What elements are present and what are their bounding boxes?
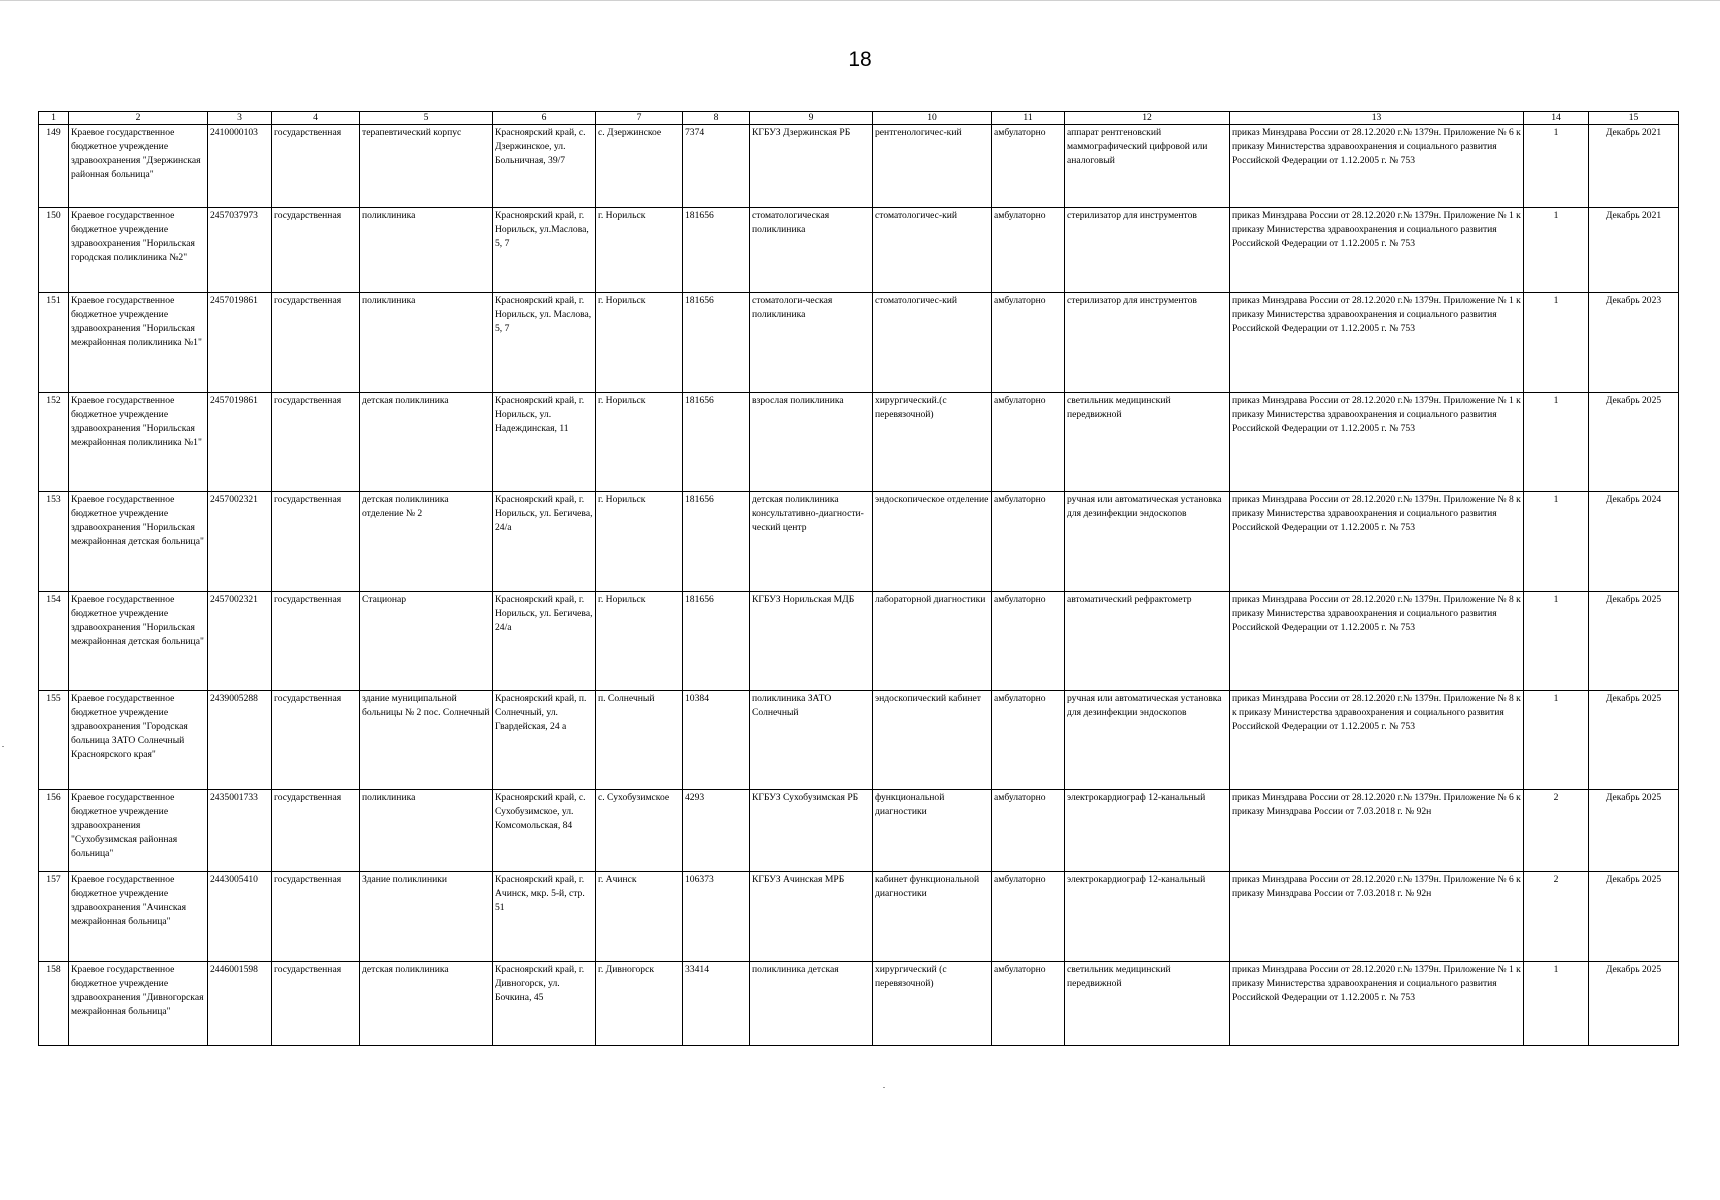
building: поликлиника xyxy=(360,293,493,393)
address: Красноярский край, г. Норильск, ул. Надеждинская, 11 xyxy=(493,393,596,492)
table-row xyxy=(39,790,1679,872)
equipment: светильник медицинский передвижной xyxy=(1065,962,1230,1046)
deadline: Декабрь 2025 xyxy=(1589,691,1679,790)
building: Стационар xyxy=(360,592,493,691)
building: детская поликлиника xyxy=(360,962,493,1046)
table-row xyxy=(39,962,1679,1046)
quantity: 2 xyxy=(1524,790,1589,872)
deadline: Декабрь 2021 xyxy=(1589,125,1679,208)
equipment: электрокардиограф 12-канальный xyxy=(1065,872,1230,962)
regulation: приказ Минздрава России от 28.12.2020 г.№ 1379н. Приложение № 8 к приказу Министерства здравоохранения и социального развития Российской Федерации от 1.12.2005 г. № 753 xyxy=(1230,592,1524,691)
regulation: приказ Минздрава России от 28.12.2020 г.№ 1379н. Приложение № 1 к приказу Министерства здравоохранения и социального развития Российской Федерации от 1.12.2005 г. № 753 xyxy=(1230,208,1524,293)
quantity: 1 xyxy=(1524,691,1589,790)
ownership-form: государственная xyxy=(272,872,360,962)
table-row xyxy=(39,393,1679,492)
inn-code: 2457019861 xyxy=(208,293,272,393)
regulation: приказ Минздрава России от 28.12.2020 г.№ 1379н. Приложение № 1 к приказу Министерства здравоохранения и социального развития Российской Федерации от 1.12.2005 г. № 753 xyxy=(1230,962,1524,1046)
address: Красноярский край, п. Солнечный, ул. Гвардейская, 24 а xyxy=(493,691,596,790)
ownership-form: государственная xyxy=(272,962,360,1046)
table-row xyxy=(39,592,1679,691)
address: Красноярский край, г. Норильск, ул. Бегичева, 24/а xyxy=(493,492,596,592)
address: Красноярский край, г. Ачинск, мкр. 5-й, стр. 51 xyxy=(493,872,596,962)
population: 106373 xyxy=(683,872,750,962)
care-conditions: амбулаторно xyxy=(992,691,1065,790)
settlement: г. Норильск xyxy=(596,208,683,293)
subdivision: КГБУЗ Ачинская МРБ xyxy=(750,872,873,962)
address: Красноярский край, г. Норильск, ул.Маслова, 5, 7 xyxy=(493,208,596,293)
page-number: 18 xyxy=(848,48,872,71)
department: функциональной диагностики xyxy=(873,790,992,872)
institution-name: Краевое государственное бюджетное учреждение здравоохранения "Норильская межрайонная поликлиника №1" xyxy=(69,393,208,492)
department: лабораторной диагностики xyxy=(873,592,992,691)
column-header: 9 xyxy=(750,112,873,125)
row-number: 158 xyxy=(39,962,69,1046)
building: Здание поликлиники xyxy=(360,872,493,962)
settlement: г. Дивногорск xyxy=(596,962,683,1046)
ownership-form: государственная xyxy=(272,208,360,293)
row-number: 151 xyxy=(39,293,69,393)
subdivision: КГБУЗ Сухобузимская РБ xyxy=(750,790,873,872)
regulation: приказ Минздрава России от 28.12.2020 г.№ 1379н. Приложение № 8 к к приказу Министерства здравоохранения и социального развития Российской Федерации от 1.12.2005 г. № 753 xyxy=(1230,691,1524,790)
table-row xyxy=(39,293,1679,393)
column-number-row xyxy=(39,112,1679,125)
ownership-form: государственная xyxy=(272,691,360,790)
care-conditions: амбулаторно xyxy=(992,208,1065,293)
subdivision: поликлиника ЗАТО Солнечный xyxy=(750,691,873,790)
column-header: 4 xyxy=(272,112,360,125)
settlement: г. Ачинск xyxy=(596,872,683,962)
care-conditions: амбулаторно xyxy=(992,790,1065,872)
inn-code: 2410000103 xyxy=(208,125,272,208)
subdivision: КГБУЗ Дзержинская РБ xyxy=(750,125,873,208)
row-number: 154 xyxy=(39,592,69,691)
regulation: приказ Минздрава России от 28.12.2020 г.№ 1379н. Приложение № 6 к приказу Минздрава России от 7.03.2018 г. № 92н xyxy=(1230,790,1524,872)
row-number: 150 xyxy=(39,208,69,293)
quantity: 1 xyxy=(1524,592,1589,691)
scan-speck xyxy=(2,746,4,747)
inn-code: 2435001733 xyxy=(208,790,272,872)
column-header: 7 xyxy=(596,112,683,125)
institution-name: Краевое государственное бюджетное учреждение здравоохранения "Городская больница ЗАТО Солнечный Красноярского края" xyxy=(69,691,208,790)
institution-name: Краевое государственное бюджетное учреждение здравоохранения "Норильская межрайонная детская больница" xyxy=(69,492,208,592)
row-number: 155 xyxy=(39,691,69,790)
inn-code: 2443005410 xyxy=(208,872,272,962)
address: Красноярский край, г. Норильск, ул. Маслова, 5, 7 xyxy=(493,293,596,393)
population: 181656 xyxy=(683,208,750,293)
settlement: с. Дзержинское xyxy=(596,125,683,208)
building: здание муниципальной больницы № 2 пос. Солнечный xyxy=(360,691,493,790)
department: стоматологичес-кий xyxy=(873,293,992,393)
regulation: приказ Минздрава России от 28.12.2020 г.№ 1379н. Приложение № 6 к приказу Минздрава России от 7.03.2018 г. № 92н xyxy=(1230,872,1524,962)
regulation: приказ Минздрава России от 28.12.2020 г.№ 1379н. Приложение № 8 к приказу Министерства здравоохранения и социального развития Российской Федерации от 1.12.2005 г. № 753 xyxy=(1230,492,1524,592)
building: детская поликлиника xyxy=(360,393,493,492)
ownership-form: государственная xyxy=(272,492,360,592)
deadline: Декабрь 2025 xyxy=(1589,790,1679,872)
institution-name: Краевое государственное бюджетное учреждение здравоохранения "Норильская межрайонная поликлиника №1" xyxy=(69,293,208,393)
department: кабинет функциональной диагностики xyxy=(873,872,992,962)
population: 181656 xyxy=(683,393,750,492)
inn-code: 2439005288 xyxy=(208,691,272,790)
table-row xyxy=(39,125,1679,208)
deadline: Декабрь 2025 xyxy=(1589,962,1679,1046)
institution-name: Краевое государственное бюджетное учреждение здравоохранения "Норильская городская поликлиника №2" xyxy=(69,208,208,293)
inn-code: 2457002321 xyxy=(208,492,272,592)
column-header: 5 xyxy=(360,112,493,125)
address: Красноярский край, с. Дзержинское, ул. Больничная, 39/7 xyxy=(493,125,596,208)
population: 4293 xyxy=(683,790,750,872)
settlement: п. Солнечный xyxy=(596,691,683,790)
population: 10384 xyxy=(683,691,750,790)
row-number: 157 xyxy=(39,872,69,962)
ownership-form: государственная xyxy=(272,293,360,393)
table-row xyxy=(39,208,1679,293)
department: хирургический.(с перевязочной) xyxy=(873,393,992,492)
subdivision: взрослая поликлиника xyxy=(750,393,873,492)
institution-name: Краевое государственное бюджетное учреждение здравоохранения "Дзержинская районная больница" xyxy=(69,125,208,208)
population: 181656 xyxy=(683,592,750,691)
quantity: 1 xyxy=(1524,293,1589,393)
care-conditions: амбулаторно xyxy=(992,125,1065,208)
quantity: 1 xyxy=(1524,208,1589,293)
deadline: Декабрь 2024 xyxy=(1589,492,1679,592)
equipment: ручная или автоматическая установка для дезинфекции эндоскопов xyxy=(1065,691,1230,790)
deadline: Декабрь 2023 xyxy=(1589,293,1679,393)
deadline: Декабрь 2025 xyxy=(1589,393,1679,492)
row-number: 153 xyxy=(39,492,69,592)
population: 181656 xyxy=(683,492,750,592)
inn-code: 2446001598 xyxy=(208,962,272,1046)
deadline: Декабрь 2021 xyxy=(1589,208,1679,293)
column-header: 1 xyxy=(39,112,69,125)
ownership-form: государственная xyxy=(272,790,360,872)
institution-name: Краевое государственное бюджетное учреждение здравоохранения "Ачинская межрайонная больница" xyxy=(69,872,208,962)
department: хирургический (с перевязочной) xyxy=(873,962,992,1046)
subdivision: детская поликлиника консультативно-диагности-ческий центр xyxy=(750,492,873,592)
column-header: 14 xyxy=(1524,112,1589,125)
scan-top-edge xyxy=(0,0,1720,1)
equipment: автоматический рефрактометр xyxy=(1065,592,1230,691)
care-conditions: амбулаторно xyxy=(992,492,1065,592)
column-header: 10 xyxy=(873,112,992,125)
building: поликлиника xyxy=(360,208,493,293)
settlement: с. Сухобузимское xyxy=(596,790,683,872)
subdivision: КГБУЗ Норильская МДБ xyxy=(750,592,873,691)
care-conditions: амбулаторно xyxy=(992,592,1065,691)
column-header: 11 xyxy=(992,112,1065,125)
ownership-form: государственная xyxy=(272,592,360,691)
row-number: 156 xyxy=(39,790,69,872)
quantity: 1 xyxy=(1524,125,1589,208)
care-conditions: амбулаторно xyxy=(992,872,1065,962)
inn-code: 2457019861 xyxy=(208,393,272,492)
care-conditions: амбулаторно xyxy=(992,393,1065,492)
department: эндоскопический кабинет xyxy=(873,691,992,790)
settlement: г. Норильск xyxy=(596,592,683,691)
equipment: электрокардиограф 12-канальный xyxy=(1065,790,1230,872)
row-number: 152 xyxy=(39,393,69,492)
equipment: стерилизатор для инструментов xyxy=(1065,208,1230,293)
building: детская поликлиника отделение № 2 xyxy=(360,492,493,592)
settlement: г. Норильск xyxy=(596,393,683,492)
care-conditions: амбулаторно xyxy=(992,293,1065,393)
subdivision: стоматологи-ческая поликлиника xyxy=(750,293,873,393)
column-header: 15 xyxy=(1589,112,1679,125)
institution-name: Краевое государственное бюджетное учреждение здравоохранения "Дивногорская межрайонная больница" xyxy=(69,962,208,1046)
population: 33414 xyxy=(683,962,750,1046)
quantity: 2 xyxy=(1524,872,1589,962)
regulation: приказ Минздрава России от 28.12.2020 г.№ 1379н. Приложение № 6 к приказу Министерства здравоохранения и социального развития Российской Федерации от 1.12.2005 г. № 753 xyxy=(1230,125,1524,208)
population: 7374 xyxy=(683,125,750,208)
address: Красноярский край, с. Сухобузимское, ул. Комсомольская, 84 xyxy=(493,790,596,872)
equipment: стерилизатор для инструментов xyxy=(1065,293,1230,393)
address: Красноярский край, г. Норильск, ул. Бегичева, 24/а xyxy=(493,592,596,691)
row-number: 149 xyxy=(39,125,69,208)
column-header: 2 xyxy=(69,112,208,125)
scan-speck xyxy=(883,1087,885,1088)
department: рентгенологичес-кий xyxy=(873,125,992,208)
column-header: 6 xyxy=(493,112,596,125)
ownership-form: государственная xyxy=(272,125,360,208)
institution-name: Краевое государственное бюджетное учреждение здравоохранения "Сухобузимская районная больница" xyxy=(69,790,208,872)
equipment-table xyxy=(38,111,1679,1046)
table-row xyxy=(39,872,1679,962)
care-conditions: амбулаторно xyxy=(992,962,1065,1046)
regulation: приказ Минздрава России от 28.12.2020 г.№ 1379н. Приложение № 1 к приказу Министерства здравоохранения и социального развития Российской Федерации от 1.12.2005 г. № 753 xyxy=(1230,393,1524,492)
inn-code: 2457002321 xyxy=(208,592,272,691)
column-header: 3 xyxy=(208,112,272,125)
table-row xyxy=(39,691,1679,790)
subdivision: стоматологическая поликлиника xyxy=(750,208,873,293)
subdivision: поликлиника детская xyxy=(750,962,873,1046)
column-header: 13 xyxy=(1230,112,1524,125)
quantity: 1 xyxy=(1524,393,1589,492)
regulation: приказ Минздрава России от 28.12.2020 г.№ 1379н. Приложение № 1 к приказу Министерства здравоохранения и социального развития Российской Федерации от 1.12.2005 г. № 753 xyxy=(1230,293,1524,393)
department: стоматологичес-кий xyxy=(873,208,992,293)
ownership-form: государственная xyxy=(272,393,360,492)
equipment: светильник медицинский передвижной xyxy=(1065,393,1230,492)
settlement: г. Норильск xyxy=(596,492,683,592)
equipment: ручная или автоматическая установка для дезинфекции эндоскопов xyxy=(1065,492,1230,592)
building: поликлиника xyxy=(360,790,493,872)
deadline: Декабрь 2025 xyxy=(1589,592,1679,691)
institution-name: Краевое государственное бюджетное учреждение здравоохранения "Норильская межрайонная детская больница" xyxy=(69,592,208,691)
population: 181656 xyxy=(683,293,750,393)
settlement: г. Норильск xyxy=(596,293,683,393)
building: терапевтический корпус xyxy=(360,125,493,208)
department: эндоскопическое отделение xyxy=(873,492,992,592)
table-row xyxy=(39,492,1679,592)
quantity: 1 xyxy=(1524,962,1589,1046)
inn-code: 2457037973 xyxy=(208,208,272,293)
address: Красноярский край, г. Дивногорск, ул. Бочкина, 45 xyxy=(493,962,596,1046)
column-header: 12 xyxy=(1065,112,1230,125)
equipment: аппарат рентгеновский маммографический цифровой или аналоговый xyxy=(1065,125,1230,208)
deadline: Декабрь 2025 xyxy=(1589,872,1679,962)
column-header: 8 xyxy=(683,112,750,125)
quantity: 1 xyxy=(1524,492,1589,592)
